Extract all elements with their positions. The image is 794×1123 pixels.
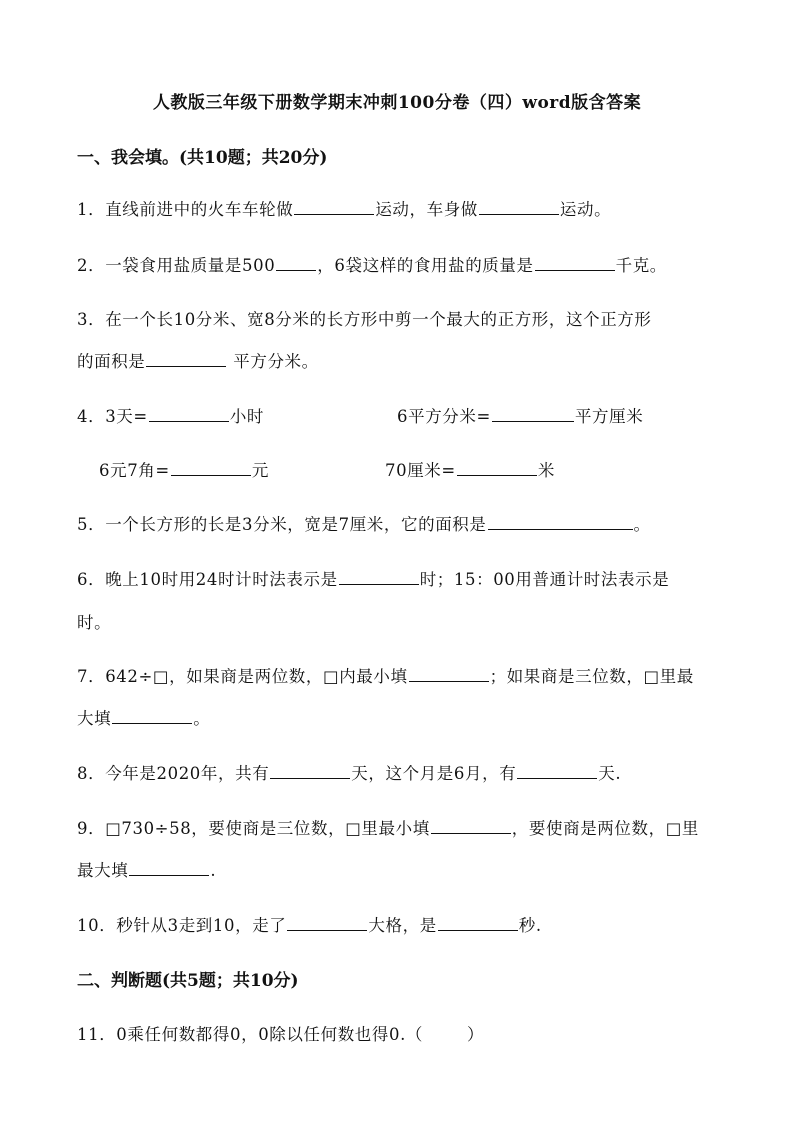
question-text: 平方厘米 [574,407,644,426]
answer-blank[interactable] [149,405,229,422]
question-text: 秒. [518,916,542,935]
answer-blank[interactable] [535,254,615,271]
question-4-row-2-right [385,457,555,481]
question-text: ） [467,1025,485,1044]
question-7-line-2 [77,705,210,729]
question-text: 米 [537,461,555,480]
question-6-line-2: 时。 [77,613,112,632]
question-11 [77,1021,484,1045]
question-text: 天. [598,764,622,783]
document-title: 人教版三年级下册数学期末冲刺100分卷（四）word版含答案 [152,93,642,113]
answer-blank[interactable] [270,762,350,779]
answer-blank[interactable] [409,665,489,682]
question-text: 天，这个月是6月，有 [351,764,517,783]
question-3-line-2 [77,348,319,372]
question-text: 7．642÷□，如果商是两位数，□内最小填 [77,667,408,686]
question-3-line-1: 3．在一个长10分米、宽8分米的长方形中剪一个最大的正方形，这个正方形 [77,310,652,329]
question-text: 的面积是 [77,352,146,371]
question-text: 10．秒针从3走到10，走了 [77,916,287,935]
question-7-line-1 [77,663,694,687]
question-text: 70厘米= [385,461,456,480]
answer-blank[interactable] [438,914,518,931]
question-text: 6．晚上10时用24时计时法表示是 [77,570,338,589]
answer-blank[interactable] [492,405,574,422]
answer-blank[interactable] [517,762,597,779]
question-4-row-1-right [397,403,643,427]
question-9-line-2 [77,857,216,881]
question-text: 4．3天= [77,407,148,426]
answer-blank[interactable] [294,198,374,215]
question-4-row-2-left [99,457,269,481]
question-text: 运动。 [559,200,612,219]
question-6-line-1 [77,566,669,590]
question-text: ，6袋这样的食用盐的质量是 [317,256,534,275]
question-text: 平方分米。 [227,352,319,371]
question-10 [77,912,542,936]
question-text: 6平方分米= [397,407,491,426]
question-text: 小时 [229,407,265,426]
question-text: 最大填 [77,861,129,880]
question-text: 时；15：00用普通计时法表示是 [419,570,670,589]
question-text: 9．□730÷58，要使商是三位数，□里最小填 [77,819,430,838]
question-text: 6元7角= [99,461,170,480]
answer-blank[interactable] [431,817,511,834]
answer-blank[interactable] [129,859,209,876]
question-5 [77,511,651,535]
question-8 [77,760,621,784]
answer-blank[interactable] [479,198,559,215]
question-text: 元 [251,461,269,480]
answer-blank[interactable] [488,513,633,530]
answer-blank[interactable] [339,568,419,585]
question-text: 8．今年是2020年，共有 [77,764,270,783]
question-text: 千克。 [615,256,667,275]
question-text: 5．一个长方形的长是3分米，宽是7厘米，它的面积是 [77,515,487,534]
question-2 [77,252,667,276]
question-text: 运动，车身做 [375,200,478,219]
question-text: ，要使商是两位数，□里 [511,819,699,838]
question-text: . [210,861,217,880]
question-text: 11．0乘任何数都得0，0除以任何数也得0.（ [77,1025,424,1044]
section-heading-fill: 一、我会填。(共10题；共20分) [77,148,328,168]
question-text: 。 [633,515,651,534]
question-text: ；如果商是三位数，□里最 [489,667,694,686]
question-text: 大格，是 [368,916,437,935]
answer-blank[interactable] [171,459,251,476]
section-heading-judge: 二、判断题(共5题；共10分) [77,971,299,991]
question-text: 大填 [77,709,112,728]
answer-blank[interactable] [146,350,226,367]
answer-blank[interactable] [112,707,192,724]
question-9-line-1 [77,815,699,839]
answer-blank[interactable] [276,254,316,271]
question-4-row-1-left [77,403,264,427]
question-text: 2．一袋食用盐质量是500 [77,256,276,275]
answer-blank[interactable] [457,459,537,476]
answer-blank[interactable] [287,914,367,931]
question-1 [77,196,611,220]
question-text: 1．直线前进中的火车车轮做 [77,200,294,219]
question-text: 。 [193,709,211,728]
